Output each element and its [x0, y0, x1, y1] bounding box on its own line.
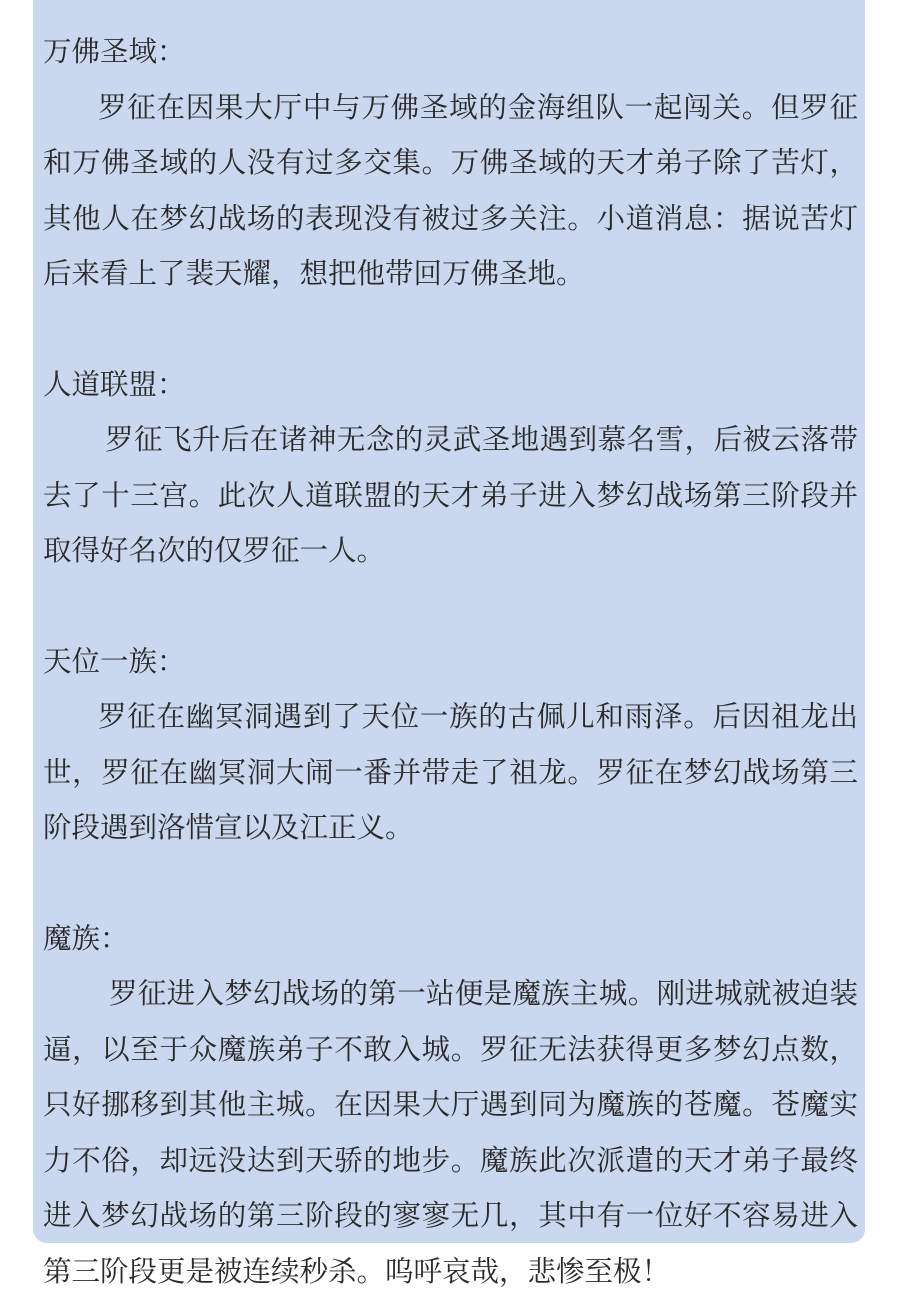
section-paragraph: 罗征进入梦幻战场的第一站便是魔族主城。刚进城就被迫装逼，以至于众魔族弟子不敢入城。罗征无法获得更多梦幻点数，只好挪移到其他主城。在因果大厅遇到同为魔族的苍魔。苍魔实力不俗，却远没达到天骄的地步。魔族此次派遣的天才弟子最终进入梦幻战场的第三阶段的寥寥无几，其中有一位好不容易进入第三阶段更是被连续秒杀。呜呼哀哉，悲惨至极！: [43, 966, 858, 1299]
section-heading: 魔族：: [43, 911, 858, 967]
section-heading: 人道联盟：: [43, 357, 858, 413]
section-wanfo: [43, 24, 858, 302]
section-heading: 天位一族：: [43, 634, 858, 690]
section-mozu: [43, 911, 858, 1299]
section-paragraph: 罗征在幽冥洞遇到了天位一族的古佩儿和雨泽。后因祖龙出世，罗征在幽冥洞大闹一番并带走了祖龙。罗征在梦幻战场第三阶段遇到洛惜宣以及江正义。: [43, 689, 858, 856]
section-paragraph: 罗征在因果大厅中与万佛圣域的金海组队一起闯关。但罗征和万佛圣域的人没有过多交集。万佛圣域的天才弟子除了苦灯，其他人在梦幻战场的表现没有被过多关注。小道消息：据说苦灯后来看上了裴天耀，想把他带回万佛圣地。: [43, 80, 858, 302]
section-tianwei: [43, 634, 858, 856]
section-heading: 万佛圣域：: [43, 24, 858, 80]
section-rendao: [43, 357, 858, 579]
section-paragraph: 罗征飞升后在诸神无念的灵武圣地遇到慕名雪，后被云落带去了十三宫。此次人道联盟的天才弟子进入梦幻战场第三阶段并取得好名次的仅罗征一人。: [43, 412, 858, 579]
document-body: [43, 24, 858, 1299]
